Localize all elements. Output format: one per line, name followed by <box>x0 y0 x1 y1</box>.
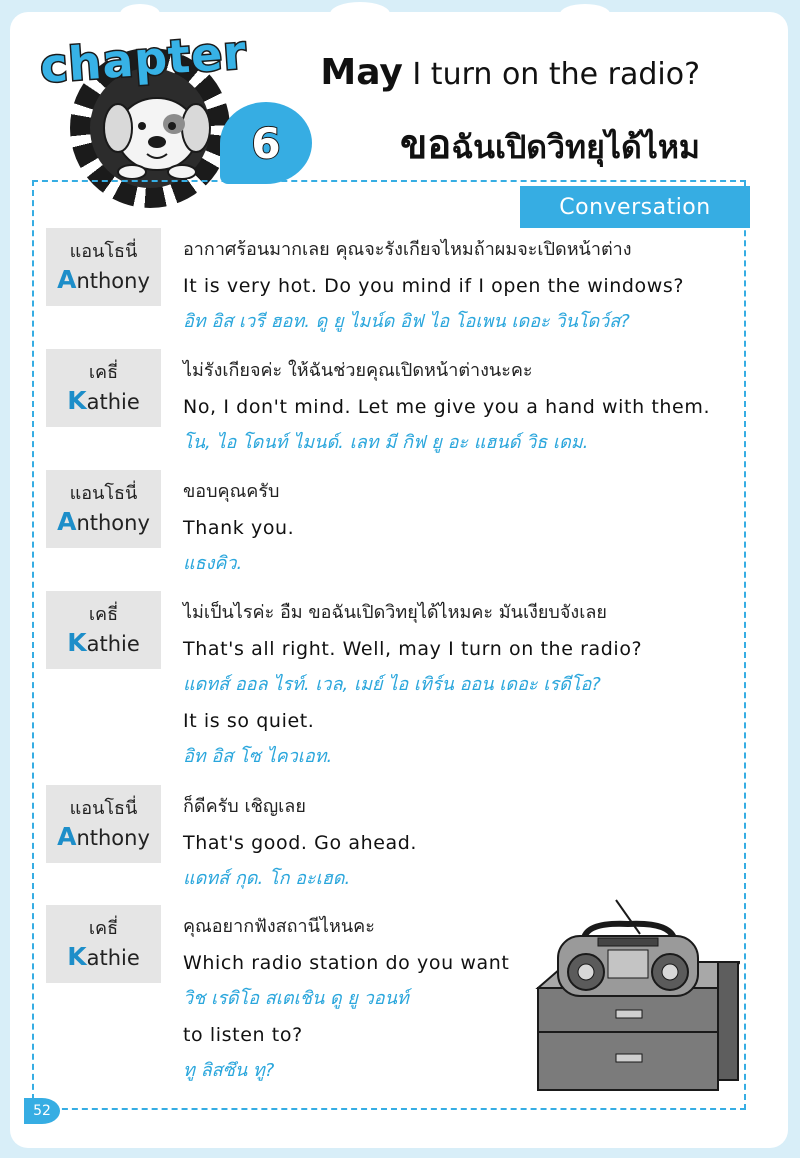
page-number: 52 <box>24 1098 60 1124</box>
speaker-initial: K <box>67 941 87 971</box>
speaker-name-english <box>57 507 150 538</box>
speaker-label <box>46 228 161 306</box>
chapter-badge <box>40 18 300 193</box>
speaker-name-thai: เคธี่ <box>88 917 119 939</box>
pronunciation-line: อิท อิส โซ ไควเอท. <box>183 746 333 767</box>
speaker-initial: K <box>67 627 87 657</box>
speaker-name-rest: athie <box>86 945 140 970</box>
thai-line: ไม่รังเกียจค่ะ ให้ฉันช่วยคุณเปิดหน้าต่างนะคะ <box>183 360 533 381</box>
thai-line: คุณอยากฟังสถานีไหนคะ <box>183 916 375 937</box>
speaker-initial: A <box>57 821 77 851</box>
title-thai-strong: ขอ <box>399 122 452 168</box>
english-line: It is so quiet. <box>183 710 315 732</box>
english-line: Thank you. <box>183 517 295 539</box>
title-thai-rest: ฉันเปิดวิทยุได้ไหม <box>451 128 700 166</box>
dialogue-lines <box>183 474 294 582</box>
speaker-name-rest: nthony <box>76 268 150 293</box>
speaker-name-thai: เคธี่ <box>88 603 119 625</box>
speaker-initial: K <box>67 385 87 415</box>
chapter-number-bubble <box>220 102 312 184</box>
english-line: It is very hot. Do you mind if I open the windows? <box>183 275 685 297</box>
speaker-name-english <box>67 386 140 417</box>
speaker-name-rest: nthony <box>76 510 150 535</box>
thai-line: ก็ดีครับ เชิญเลย <box>183 796 306 817</box>
english-line: Which radio station do you want <box>183 952 510 974</box>
section-tab: Conversation <box>520 186 750 228</box>
speaker-initial: A <box>57 506 77 536</box>
speaker-name-thai: แอนโธนี่ <box>69 797 138 819</box>
title-english <box>320 52 700 93</box>
chapter-number: 6 <box>251 118 281 168</box>
english-line: That's all right. Well, may I turn on the radio? <box>183 638 643 660</box>
dialogue-lines <box>183 353 710 461</box>
speaker-name-thai: เคธี่ <box>88 361 119 383</box>
thai-line: ไม่เป็นไรค่ะ อืม ขอฉันเปิดวิทยุได้ไหมคะ มันเงียบจังเลย <box>183 602 607 623</box>
dialogue-lines <box>183 595 642 775</box>
speaker-name-english <box>67 942 140 973</box>
thai-line: อากาศร้อนมากเลย คุณจะรังเกียจไหมถ้าผมจะเปิดหน้าต่าง <box>183 239 632 260</box>
dialogue-lines <box>183 909 509 1089</box>
speaker-label <box>46 470 161 548</box>
pronunciation-line: อิท อิส เวรี ฮอท. ดู ยู ไมน์ด อิฟ ไอ โอเพน เดอะ วินโดว์ส? <box>183 311 630 332</box>
speaker-name-rest: athie <box>86 631 140 656</box>
speaker-name-thai: แอนโธนี่ <box>69 482 138 504</box>
thai-line: ขอบคุณครับ <box>183 481 280 502</box>
pronunciation-line: วิช เรดิโอ สเตเชิน ดู ยู วอนท์ <box>183 988 409 1009</box>
english-line: That's good. Go ahead. <box>183 832 418 854</box>
speaker-name-rest: nthony <box>76 825 150 850</box>
speaker-label <box>46 349 161 427</box>
pronunciation-line: โน, ไอ โดนท์ ไมนด์. เลท มี กิฟ ยู อะ แฮนด์ วิธ เดม. <box>183 432 589 453</box>
title-english-rest: I turn on the radio? <box>402 57 700 92</box>
speaker-name-rest: athie <box>86 389 140 414</box>
dialogue-lines <box>183 232 684 340</box>
speaker-label <box>46 591 161 669</box>
speaker-label <box>46 905 161 983</box>
english-line: No, I don't mind. Let me give you a hand with them. <box>183 396 711 418</box>
pronunciation-line: ทู ลิสซึน ทู? <box>183 1060 275 1081</box>
dialogue-lines <box>183 789 417 897</box>
radio-illustration <box>528 892 740 1092</box>
dog-icon <box>102 84 212 179</box>
english-line: to listen to? <box>183 1024 303 1046</box>
speaker-name-english <box>57 822 150 853</box>
speaker-name-english <box>57 265 150 296</box>
pronunciation-line: แธงคิว. <box>183 553 243 574</box>
pronunciation-line: แดทส์ ออล ไรท์. เวล, เมย์ ไอ เทิร์น ออน เดอะ เรดีโอ? <box>183 674 601 695</box>
speaker-name-thai: แอนโธนี่ <box>69 240 138 262</box>
speaker-name-english <box>67 628 140 659</box>
chapter-label: chapter <box>38 24 249 94</box>
speaker-label <box>46 785 161 863</box>
speaker-initial: A <box>57 264 77 294</box>
title-thai <box>400 112 700 176</box>
title-english-strong: May <box>320 52 403 93</box>
pronunciation-line: แดทส์ กุด. โก อะเฮด. <box>183 868 351 889</box>
